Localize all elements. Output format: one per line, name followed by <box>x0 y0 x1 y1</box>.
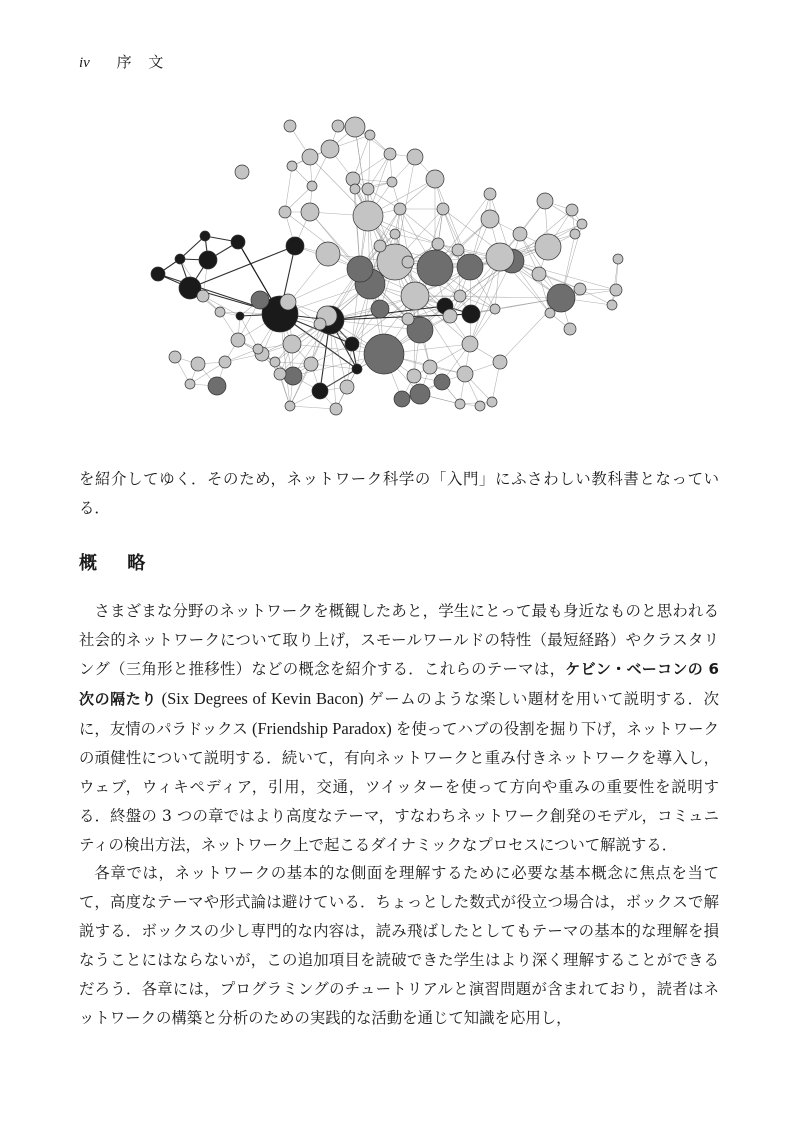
p1-text-1: さまざまな分野のネットワークを概観したあと，学生にとって最も身近なものと思われる社会的ネットワークについて取り上げ，スモールワールドの特性（最短経路）やクラスタリング（三角形と推移性）などの概念を紹介する．これらのテーマは， <box>79 602 719 678</box>
network-figure <box>140 84 660 434</box>
network-node <box>285 401 295 411</box>
network-node <box>274 368 286 380</box>
p1-text-3: を使ってハブの役割を掘り下げ，ネットワークの頑健性について説明する．続いて，有向ネットワークと重み付きネットワークを導入し，ウェブ，ウィキペディア，引用，交通，ツイッターを使って方向や重みの重要性を説明する．終盤の 3 つの章ではより高度なテーマ，すなわちネットワーク創発のモデル，コミュニティの検出方法，ネットワーク上で起こるダイナミックなプロセスについて解説する． <box>79 720 719 854</box>
network-node <box>284 367 302 385</box>
network-node <box>493 355 507 369</box>
network-node <box>402 256 414 268</box>
network-node <box>345 337 359 351</box>
network-node <box>231 333 245 347</box>
network-node <box>231 235 245 249</box>
network-edge <box>290 406 336 409</box>
network-node <box>454 290 466 302</box>
section-title: 序 文 <box>116 53 170 71</box>
network-node <box>283 335 301 353</box>
network-node <box>564 323 576 335</box>
network-node <box>417 250 453 286</box>
network-node <box>407 149 423 165</box>
network-node <box>345 117 365 137</box>
network-node <box>481 210 499 228</box>
network-node <box>455 399 465 409</box>
network-node <box>545 308 555 318</box>
network-node <box>610 284 622 296</box>
network-node <box>312 383 328 399</box>
network-node <box>286 237 304 255</box>
network-node <box>191 357 205 371</box>
network-node <box>208 377 226 395</box>
paragraph-chapters: 各章では，ネットワークの基本的な側面を理解するために必要な基本概念に焦点を当てて，高度なテーマや形式論は避けている．ちょっとした数式が役立つ場合は，ボックスで解説する．ボックスの少し専門的な内容は，読み飛ばしたとしてもテーマの基本的な理解を損なうことにはならないが，この追加項目を読破できた学生はより深く理解することができるだろう．各章には，プログラミングのチュートリアルと演習問題が含まれており，読者はネットワークの構築と分析のための実践的な活動を通じて知識を応用し， <box>79 864 719 1027</box>
network-node <box>384 148 396 160</box>
network-node <box>374 240 386 252</box>
section-heading: 概 略 <box>79 553 158 574</box>
network-node <box>426 170 444 188</box>
network-node <box>301 203 319 221</box>
network-node <box>566 204 578 216</box>
network-node <box>270 357 280 367</box>
p1-text-2: ゲームのような楽しい題材を用いて説明する．次に，友情のパラドックス <box>79 690 719 738</box>
network-node <box>332 120 344 132</box>
network-node <box>607 300 617 310</box>
network-node <box>513 227 527 241</box>
network-node <box>574 283 586 295</box>
network-node <box>475 401 485 411</box>
network-node <box>387 177 397 187</box>
network-node <box>457 254 483 280</box>
network-node <box>302 149 318 165</box>
network-node <box>365 130 375 140</box>
network-node <box>350 184 360 194</box>
network-node <box>487 397 497 407</box>
network-node <box>314 318 326 330</box>
network-node <box>200 231 210 241</box>
network-node <box>371 300 389 318</box>
network-node <box>316 242 340 266</box>
network-node <box>280 294 296 310</box>
p1-latin-1: (Six Degrees of Kevin Bacon) <box>156 689 369 708</box>
network-node <box>307 181 317 191</box>
page-number: iv <box>79 55 90 71</box>
network-node <box>284 120 296 132</box>
network-node <box>340 380 354 394</box>
network-node <box>570 229 580 239</box>
network-node <box>175 254 185 264</box>
network-node <box>486 243 514 271</box>
network-node <box>443 309 457 323</box>
paragraph-overview <box>79 597 719 860</box>
network-node <box>394 203 406 215</box>
network-node <box>253 344 263 354</box>
network-node <box>613 254 623 264</box>
network-node <box>484 188 496 200</box>
network-node <box>353 201 383 231</box>
p1-bold-term: ケビン・ベーコンの 6 次の隔たり <box>79 660 719 708</box>
network-node <box>251 291 269 309</box>
network-node <box>457 366 473 382</box>
network-edge <box>612 259 618 305</box>
intro-continuation: を紹介してゆく．そのため，ネットワーク科学の「入門」にふさわしい教科書となっている． <box>79 470 719 517</box>
network-node <box>490 304 500 314</box>
network-node <box>197 290 209 302</box>
network-node <box>394 391 410 407</box>
network-node <box>330 403 342 415</box>
running-header <box>79 51 169 72</box>
network-node <box>462 336 478 352</box>
network-node <box>215 307 225 317</box>
network-node <box>219 356 231 368</box>
network-node <box>287 161 297 171</box>
p1-latin-2: (Friendship Paradox) <box>247 719 396 738</box>
network-node <box>452 244 464 256</box>
network-node <box>437 203 449 215</box>
network-node <box>577 219 587 229</box>
network-node <box>402 313 414 325</box>
network-node <box>185 379 195 389</box>
network-node <box>199 251 217 269</box>
network-node <box>410 384 430 404</box>
network-node <box>347 256 373 282</box>
network-node <box>462 305 480 323</box>
network-node <box>401 282 429 310</box>
network-node <box>151 267 165 281</box>
network-node <box>364 334 404 374</box>
network-node <box>535 234 561 260</box>
network-node <box>169 351 181 363</box>
network-node <box>537 193 553 209</box>
network-node <box>235 165 249 179</box>
network-node <box>423 360 437 374</box>
network-node <box>321 140 339 158</box>
network-node <box>434 374 450 390</box>
network-node <box>432 238 444 250</box>
network-node <box>304 357 318 371</box>
network-node <box>390 229 400 239</box>
network-node <box>236 312 244 320</box>
network-edge <box>443 209 458 250</box>
network-node <box>346 172 360 186</box>
network-node <box>352 364 362 374</box>
network-node <box>279 206 291 218</box>
network-node <box>407 369 421 383</box>
network-edge <box>285 166 292 212</box>
network-node <box>362 183 374 195</box>
network-node <box>532 267 546 281</box>
